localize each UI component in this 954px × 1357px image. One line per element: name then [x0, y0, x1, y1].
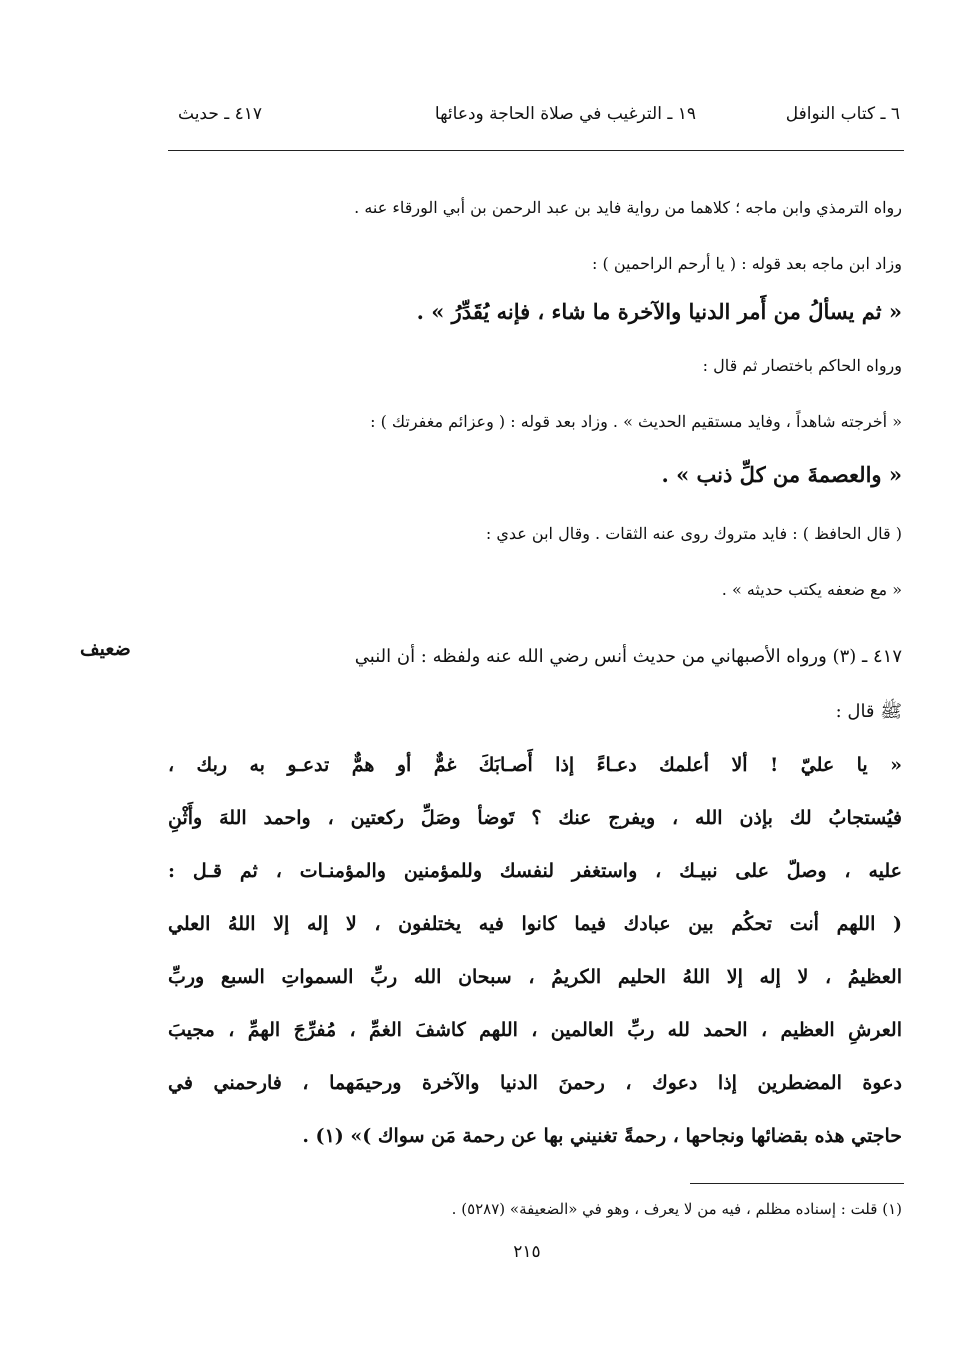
hadith-line-2: ﷺ قال : — [835, 701, 902, 722]
body-line-7: ( قال الحافظ ) : فايد متروك روى عنه الثقات . وقال ابن عدي : — [485, 524, 902, 543]
running-header — [168, 104, 904, 134]
hadith-line-4: فيُستجابُ لك بإذن الله ، ويفرج عنك ؟ تَوضأ وصَلِّ ركعتين ، واحمد اللهَ وأَثْنِ — [168, 807, 902, 829]
body-line-8: « مع ضعفه يكتب حديثه » . — [721, 580, 902, 599]
body-line-6: « والعصمةَ من كلِّ ذنب » . — [661, 462, 902, 487]
hadith-line-9: دعوة المضطرين إذا دعوك ، رحمنَ الدنيا والآخرة ورحيمَهما ، فارحمني في — [168, 1072, 902, 1094]
header-hadith-ref: ٤١٧ ـ حديث — [178, 104, 263, 124]
hadith-line-5: عليه ، وصلّ على نبيـك ، واستغفر لنفسك وللمؤمنين والمؤمنـات ، ثم قـل : — [168, 860, 902, 882]
body-line-2: وزاد ابن ماجه بعد قوله : ( يا أرحم الراحمين ) : — [592, 254, 902, 273]
hadith-line-10: حاجتي هذه بقضائها ونجاحها ، رحمةً تغنيني بها عن رحمة مَن سواك )» (١) . — [302, 1125, 902, 1147]
body-line-4: ورواه الحاكم باختصار ثم قال : — [702, 356, 902, 375]
footnote: (١) قلت : إسناده مظلم ، فيه من لا يعرف ، وهو في «الضعيفة» (٥٢٨٧) . — [451, 1200, 902, 1218]
body-line-5: « أخرجته شاهداً ، وفايد مستقيم الحديث » . وزاد بعد قوله : ( وعزائم مغفرتك ) : — [370, 412, 902, 431]
header-rule — [168, 150, 904, 151]
hadith-line-8: العرشِ العظيم ، الحمد لله ربِّ العالمين ، اللهم كاشفَ الغمِّ ، مُفرِّجَ الهمِّ ، مجيبَ — [168, 1019, 902, 1041]
header-chapter: ٦ ـ كتاب النوافل — [785, 104, 900, 124]
hadith-line-3: « يا عليّ ! ألا أعلمك دعـاءً إذا أَصـابَكَ غمٌّ أو همٌّ تدعـو به ربك ، — [168, 754, 902, 776]
hadith-line-1: ٤١٧ ـ (٣) ورواه الأصبهاني من حديث أنس رضي الله عنه ولفظه : أن النبي — [354, 646, 902, 667]
footnote-rule — [690, 1183, 904, 1184]
hadith-line-6: ( اللهم أنت تحكُم بين عبادك فيما كانوا فيه يختلفون ، لا إله إلا اللهُ العلي — [168, 913, 902, 935]
hadith-line-7: العظيمُ ، لا إله إلا اللهُ الحليم الكريمُ ، سبحان الله ربِّ السمواتِ السبع وربِّ — [168, 966, 902, 988]
grade-label: ضعيف — [80, 638, 131, 660]
body-line-3: « ثم يسألُ من أَمر الدنيا والآخرة ما شاء ، فإنه يُقَدِّرُ » . — [416, 299, 902, 324]
body-line-1: رواه الترمذي وابن ماجه ؛ كلاهما من رواية فايد بن عبد الرحمن بن أبي الورقاء عنه . — [354, 198, 902, 217]
page-number: ٢١٥ — [513, 1242, 541, 1262]
header-section: ١٩ ـ الترغيب في صلاة الحاجة ودعائها — [434, 104, 696, 124]
